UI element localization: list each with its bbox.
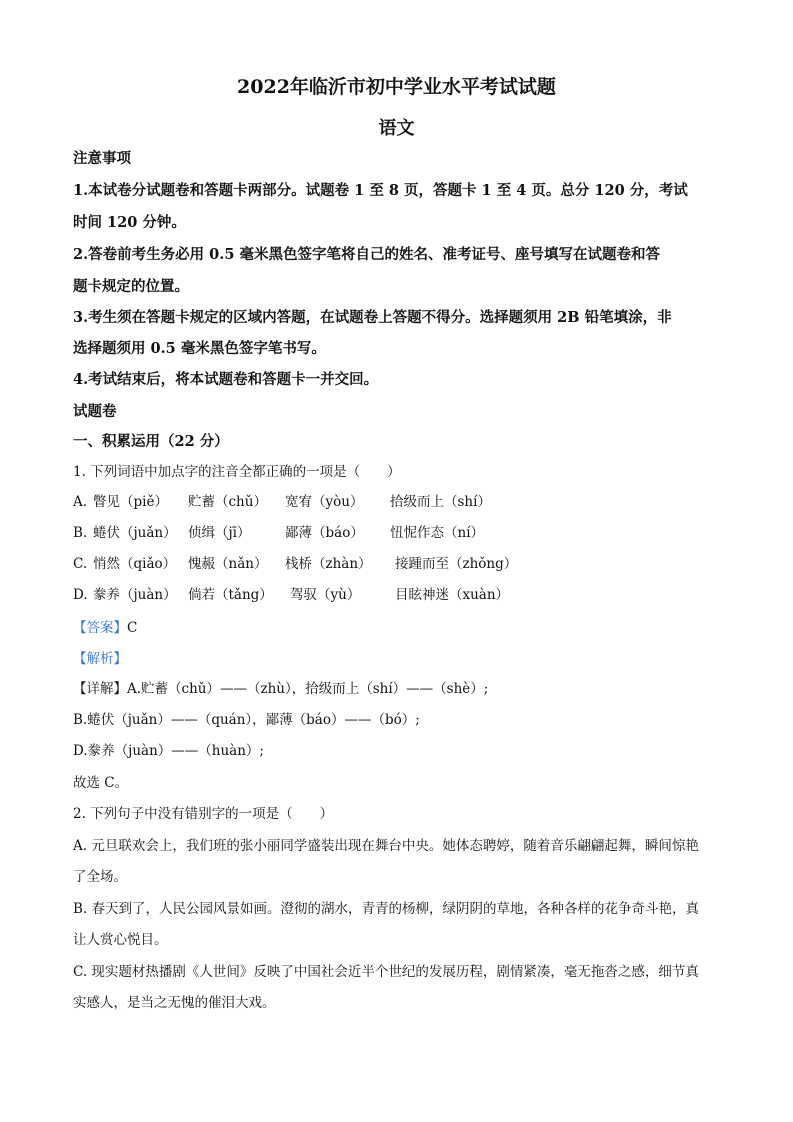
q1-option-b-item: 侦缉（jī）	[188, 525, 251, 541]
q2-line: 让人赏心悦目。	[73, 932, 168, 948]
answer-value: C	[127, 620, 138, 636]
q1-option-a-letter: A.	[73, 494, 88, 510]
notice-line: 3.考生须在答题卡规定的区域内答题，在试题卷上答题不得分。选择题须用 2B 铅笔填涂，非	[73, 309, 672, 326]
detail-line: 故选 C。	[73, 775, 129, 791]
q1-option-b-item: 忸怩作态（ní）	[390, 525, 485, 541]
notice-line: 4.考试结束后，将本试题卷和答题卡一并交回。	[73, 371, 379, 388]
q1-option-c-letter: C.	[73, 556, 88, 572]
part1-title: 一、积累运用（22 分）	[73, 433, 229, 450]
q2-line: A. 元旦联欢会上，我们班的张小丽同学盛装出现在舞台中央。她体态聘婷，随着音乐翩翩起舞，瞬间惊艳	[73, 838, 699, 854]
q1-option-a-item: 贮蓄（chǔ）	[188, 494, 267, 510]
subject-title: 语文	[378, 118, 415, 139]
q1-option-a-item: 瞥见（piě）	[93, 494, 168, 510]
q2-stem: 2. 下列句子中没有错别字的一项是（ ）	[73, 806, 334, 822]
answer-label: 【答案】	[73, 620, 127, 636]
q1-option-c-item: 愧赧（nǎn）	[188, 556, 268, 572]
q1-option-b-item: 鄙薄（báo）	[285, 525, 364, 541]
paper-label: 试题卷	[73, 403, 117, 420]
notice-line: 选择题须用 0.5 毫米黑色签字笔书写。	[73, 340, 326, 357]
q1-option-b-letter: B.	[73, 525, 88, 541]
detail-line: 【详解】A.贮蓄（chǔ）——（zhù），拾级而上（shí）——（shè）;	[73, 681, 489, 697]
detail-line: B.蜷伏（juǎn）——（quán），鄙薄（báo）——（bó）;	[73, 712, 420, 728]
q2-line: 实感人，是当之无愧的催泪大戏。	[73, 995, 276, 1011]
notice-line: 题卡规定的位置。	[73, 278, 189, 295]
q1-answer	[73, 619, 137, 637]
q2-line: B. 春天到了，人民公园风景如画。澄彻的湖水，青青的杨柳，绿阴阴的草地，各种各样的花争奇斗艳，真	[73, 901, 700, 917]
q2-line: C. 现实题材热播剧《人世间》反映了中国社会近半个世纪的发展历程，剧情紧凑，毫无拖沓之感，细节真	[73, 964, 699, 980]
q1-option-d-item: 目眩神迷（xuàn）	[395, 587, 510, 603]
notice-line: 2.答卷前考生务必用 0.5 毫米黑色签字笔将自己的姓名、准考证号、座号填写在试题卷和答	[73, 246, 660, 263]
notice-line: 时间 120 分钟。	[73, 214, 186, 231]
q2-line: 了全场。	[73, 869, 127, 885]
q1-option-c-item: 悄然（qiǎo）	[93, 556, 177, 572]
q1-option-a-item: 宽宥（yòu）	[285, 494, 364, 510]
exam-title: 2022年临沂市初中学业水平考试试题	[237, 76, 556, 98]
notice-line: 1.本试卷分试题卷和答题卡两部分。试题卷 1 至 8 页，答题卡 1 至 4 页。总分 120 分，考试	[73, 182, 688, 199]
q1-option-a-item: 拾级而上（shí）	[390, 494, 491, 510]
q1-stem: 1. 下列词语中加点字的注音全都正确的一项是（ ）	[73, 464, 401, 480]
q1-option-c-item: 接踵而至（zhǒng）	[395, 556, 518, 572]
q1-option-d-item: 倘若（tǎng）	[188, 587, 273, 603]
q1-option-c-item: 栈桥（zhàn）	[285, 556, 372, 572]
analysis-label: 【解析】	[73, 651, 127, 667]
q1-option-d-item: 驾驭（yù）	[290, 587, 361, 603]
notice-heading: 注意事项	[73, 150, 131, 167]
detail-line: D.豢养（juàn）——（huàn）;	[73, 743, 264, 759]
q1-option-b-item: 蜷伏（juǎn）	[93, 525, 177, 541]
q1-option-d-item: 豢养（juàn）	[93, 587, 177, 603]
q1-option-d-letter: D.	[73, 587, 88, 603]
